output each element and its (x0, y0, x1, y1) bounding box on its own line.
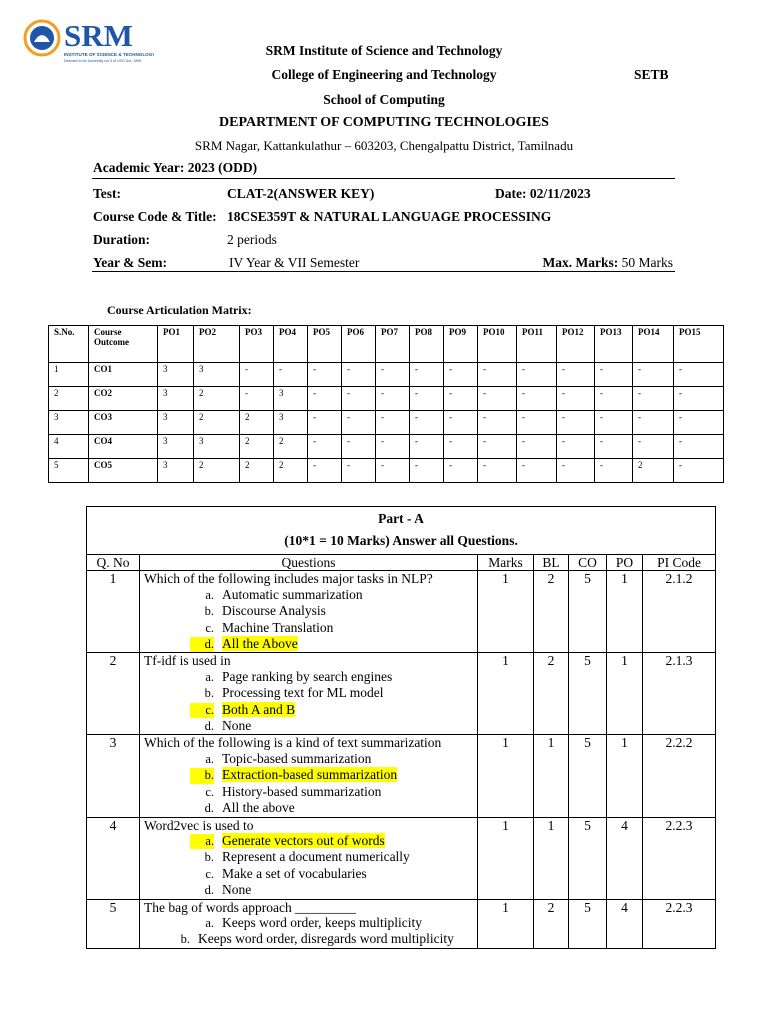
answer-option (144, 603, 473, 619)
option-text: Keeps word order, disregards word multiplicity (198, 931, 454, 947)
co-cell: 5 (569, 653, 607, 735)
marks-cell: 1 (478, 899, 534, 948)
answer-option (144, 636, 473, 652)
cam-row (49, 411, 724, 435)
option-letter: b. (204, 850, 214, 865)
answer-option (144, 784, 473, 800)
cam-cell: - (342, 411, 376, 435)
cam-cell: - (517, 459, 557, 483)
cam-header-cell: PO14 (633, 326, 674, 363)
cam-cell: - (478, 363, 517, 387)
answer-option (144, 702, 473, 718)
cam-row (49, 459, 724, 483)
marks-cell: 1 (478, 735, 534, 817)
bl-cell: 2 (534, 571, 569, 653)
cam-cell: - (478, 387, 517, 411)
cam-cell: - (444, 459, 478, 483)
logo-text: SRM (64, 18, 133, 53)
option-letter: c. (205, 866, 214, 881)
cam-header-cell: PO7 (376, 326, 410, 363)
cam-cell: - (410, 387, 444, 411)
cam-cell: 2 (194, 411, 240, 435)
cam-cell: - (444, 363, 478, 387)
part-a-title-row (87, 507, 716, 555)
question-cell (140, 735, 478, 817)
question-number: 4 (87, 817, 140, 899)
cam-cell: 3 (274, 387, 308, 411)
cam-header-cell: PO4 (274, 326, 308, 363)
cam-header-cell: PO5 (308, 326, 342, 363)
cam-cell: 2 (633, 459, 674, 483)
cam-cell: 2 (49, 387, 89, 411)
cam-cell: 3 (158, 411, 194, 435)
marks-cell: 1 (478, 817, 534, 899)
cam-header-cell: PO8 (410, 326, 444, 363)
po-cell: 1 (607, 571, 643, 653)
question-cell (140, 571, 478, 653)
cam-cell: - (308, 363, 342, 387)
question-cell (140, 653, 478, 735)
max-marks-label: Max. Marks: (542, 255, 619, 270)
option-text: Page ranking by search engines (222, 668, 393, 684)
po-cell: 4 (607, 899, 643, 948)
cam-cell: - (376, 363, 410, 387)
option-text: Discourse Analysis (222, 603, 326, 619)
cam-cell: 5 (49, 459, 89, 483)
divider (92, 271, 675, 272)
pi-code-cell: 2.1.3 (643, 653, 716, 735)
answer-option (144, 767, 473, 783)
cam-cell: - (308, 459, 342, 483)
exam-date: Date: 02/11/2023 (495, 186, 591, 201)
co-cell: 5 (569, 571, 607, 653)
cam-cell: 3 (49, 411, 89, 435)
option-letter: d. (190, 637, 214, 652)
correct-option-text: Generate vectors out of words (222, 832, 385, 848)
option-text: None (222, 718, 252, 734)
option-letter: a. (205, 587, 214, 602)
cam-cell: - (674, 411, 724, 435)
test-value: CLAT-2(ANSWER KEY) (227, 186, 375, 201)
answer-option (144, 800, 473, 816)
part-a-header-cell: Questions (140, 555, 478, 571)
cam-header-cell: PO1 (158, 326, 194, 363)
question-row (87, 817, 716, 899)
part-a-title: Part - A (378, 511, 424, 526)
cam-cell: - (444, 387, 478, 411)
marks-cell: 1 (478, 653, 534, 735)
co-cell: 5 (569, 735, 607, 817)
bl-cell: 2 (534, 899, 569, 948)
correct-option-text: Extraction-based summarization (222, 767, 398, 783)
question-row (87, 899, 716, 948)
cam-cell: - (674, 387, 724, 411)
question-text: Word2vec is used to (144, 817, 254, 833)
test-label: Test: (93, 186, 122, 201)
part-a-header-row (87, 555, 716, 571)
part-a-heading (87, 507, 716, 555)
cam-cell: 2 (240, 435, 274, 459)
cam-cell: 3 (158, 459, 194, 483)
cam-cell: - (595, 363, 633, 387)
question-cell (140, 899, 478, 948)
question-text: The bag of words approach _________ (144, 899, 356, 915)
co-cell: 5 (569, 817, 607, 899)
cam-cell: - (595, 459, 633, 483)
cam-cell: - (478, 411, 517, 435)
option-text: Processing text for ML model (222, 685, 384, 701)
cam-cell: - (444, 435, 478, 459)
cam-cell: CO4 (89, 435, 158, 459)
cam-header-cell: PO2 (194, 326, 240, 363)
pi-code-cell: 2.2.3 (643, 899, 716, 948)
cam-header-cell: PO3 (240, 326, 274, 363)
option-letter: b. (204, 604, 214, 619)
cam-cell: - (410, 435, 444, 459)
cam-cell: 2 (194, 387, 240, 411)
cam-header-cell: PO10 (478, 326, 517, 363)
year-sem-label: Year & Sem: (93, 255, 167, 270)
cam-header-cell: PO9 (444, 326, 478, 363)
cam-header-cell: PO15 (674, 326, 724, 363)
set-label: SETB (634, 67, 669, 82)
cam-cell: - (308, 387, 342, 411)
answer-option (144, 866, 473, 882)
answer-option (144, 915, 473, 931)
cam-header-cell: PO6 (342, 326, 376, 363)
test-row (93, 186, 675, 204)
cam-cell: 2 (240, 411, 274, 435)
cam-cell: - (308, 435, 342, 459)
part-a-header-cell: BL (534, 555, 569, 571)
option-letter: d. (204, 719, 214, 734)
cam-cell: - (342, 363, 376, 387)
cam-cell: 2 (274, 459, 308, 483)
option-letter: c. (205, 784, 214, 799)
duration-value: 2 periods (227, 232, 277, 247)
question-number: 2 (87, 653, 140, 735)
option-letter: d. (204, 883, 214, 898)
cam-cell: - (557, 387, 595, 411)
po-cell: 1 (607, 653, 643, 735)
course-label: Course Code & Title: (93, 209, 217, 224)
question-number: 1 (87, 571, 140, 653)
cam-cell: - (308, 411, 342, 435)
cam-header-cell: Course Outcome (89, 326, 158, 363)
cam-cell: - (633, 435, 674, 459)
cam-cell: - (376, 411, 410, 435)
question-number: 3 (87, 735, 140, 817)
institute-name: SRM Institute of Science and Technology (265, 43, 503, 58)
question-text: Tf-idf is used in (144, 653, 231, 669)
pi-code-cell: 2.2.3 (643, 817, 716, 899)
option-letter: a. (205, 669, 214, 684)
answer-option (144, 931, 473, 947)
answer-option (144, 833, 473, 849)
question-text: Which of the following is a kind of text summarization (144, 735, 442, 751)
cam-row (49, 387, 724, 411)
cam-row (49, 363, 724, 387)
department-name: DEPARTMENT OF COMPUTING TECHNOLOGIES (219, 115, 549, 130)
cam-cell: - (376, 435, 410, 459)
cam-cell: - (342, 459, 376, 483)
cam-cell: CO3 (89, 411, 158, 435)
cam-cell: CO5 (89, 459, 158, 483)
part-a-header-cell: PO (607, 555, 643, 571)
po-cell: 4 (607, 817, 643, 899)
pi-code-cell: 2.1.2 (643, 571, 716, 653)
cam-cell: 3 (194, 363, 240, 387)
option-letter: b. (180, 932, 190, 947)
cam-cell: - (674, 435, 724, 459)
option-letter: c. (190, 703, 214, 718)
cam-cell: 3 (158, 435, 194, 459)
cam-cell: - (674, 459, 724, 483)
part-a-header-cell: Q. No (87, 555, 140, 571)
course-row (93, 209, 675, 227)
marks-cell: 1 (478, 571, 534, 653)
divider (92, 178, 675, 179)
answer-option (144, 620, 473, 636)
bl-cell: 1 (534, 817, 569, 899)
cam-cell: - (633, 411, 674, 435)
cam-cell: - (595, 435, 633, 459)
cam-cell: - (517, 363, 557, 387)
cam-cell: - (410, 411, 444, 435)
cam-cell: 2 (194, 459, 240, 483)
question-row (87, 735, 716, 817)
cam-header-cell: PO11 (517, 326, 557, 363)
academic-year: Academic Year: 2023 (ODD) (93, 160, 258, 175)
cam-cell: - (517, 435, 557, 459)
answer-option (144, 587, 473, 603)
answer-option (144, 849, 473, 865)
cam-header-cell: S.No. (49, 326, 89, 363)
cam-cell: CO1 (89, 363, 158, 387)
max-marks-value: 50 Marks (621, 255, 673, 270)
cam-row (49, 435, 724, 459)
cam-cell: - (557, 435, 595, 459)
cam-cell: - (376, 387, 410, 411)
option-text: All the above (222, 800, 295, 816)
co-cell: 5 (569, 899, 607, 948)
cam-cell: 3 (274, 411, 308, 435)
cam-cell: - (478, 459, 517, 483)
answer-option (144, 882, 473, 898)
cam-header-row (49, 326, 724, 363)
max-marks (543, 255, 673, 271)
cam-cell: 3 (158, 387, 194, 411)
cam-cell: - (240, 387, 274, 411)
cam-header-cell: PO12 (557, 326, 595, 363)
option-text: Represent a document numerically (222, 849, 410, 865)
option-text: History-based summarization (222, 783, 382, 799)
cam-cell: 2 (240, 459, 274, 483)
logo-tagline: Deemed to be University u/s 3 of UGC Act, 1956 (64, 59, 142, 63)
cam-cell: - (517, 411, 557, 435)
option-text: None (222, 882, 252, 898)
cam-cell: - (595, 411, 633, 435)
cam-cell: 4 (49, 435, 89, 459)
cam-cell: - (410, 363, 444, 387)
address: SRM Nagar, Kattankulathur – 603203, Chengalpattu District, Tamilnadu (194, 138, 574, 153)
cam-cell: - (674, 363, 724, 387)
pi-code-cell: 2.2.2 (643, 735, 716, 817)
cam-cell: - (274, 363, 308, 387)
cam-cell: - (240, 363, 274, 387)
question-row (87, 653, 716, 735)
option-letter: a. (190, 834, 214, 849)
cam-cell: - (517, 387, 557, 411)
course-articulation-matrix (48, 325, 724, 483)
option-text: Keeps word order, keeps multiplicity (222, 914, 423, 930)
option-letter: a. (205, 751, 214, 766)
cam-cell: - (478, 435, 517, 459)
cam-cell: 3 (158, 363, 194, 387)
correct-option-text: Both A and B (222, 701, 296, 717)
part-a-header-cell: PI Code (643, 555, 716, 571)
option-letter: b. (190, 768, 214, 783)
option-text: Topic-based summarization (222, 750, 372, 766)
college-name: College of Engineering and Technology (271, 67, 497, 82)
cam-cell: - (444, 411, 478, 435)
cam-cell: - (557, 459, 595, 483)
question-text: Which of the following includes major tasks in NLP? (144, 571, 433, 587)
cam-cell: - (595, 387, 633, 411)
cam-title: Course Articulation Matrix: (107, 303, 252, 317)
question-row (87, 571, 716, 653)
cam-cell: - (633, 387, 674, 411)
course-value: 18CSE359T & NATURAL LANGUAGE PROCESSING (227, 209, 552, 224)
answer-option (144, 669, 473, 685)
question-number: 5 (87, 899, 140, 948)
option-letter: b. (204, 686, 214, 701)
option-text: Automatic summarization (222, 586, 363, 602)
question-cell (140, 817, 478, 899)
cam-cell: - (376, 459, 410, 483)
school-name: School of Computing (323, 92, 445, 107)
cam-cell: CO2 (89, 387, 158, 411)
part-a-header-cell: Marks (478, 555, 534, 571)
cam-header-cell: PO13 (595, 326, 633, 363)
cam-cell: - (633, 363, 674, 387)
bl-cell: 2 (534, 653, 569, 735)
part-a-header-cell: CO (569, 555, 607, 571)
cam-cell: 1 (49, 363, 89, 387)
answer-option (144, 751, 473, 767)
part-a-instruction: (10*1 = 10 Marks) Answer all Questions. (284, 533, 518, 548)
cam-cell: - (342, 435, 376, 459)
answer-option (144, 685, 473, 701)
logo-subtext: INSTITUTE OF SCIENCE & TECHNOLOGY (64, 52, 154, 57)
option-letter: a. (205, 915, 214, 930)
option-letter: c. (205, 620, 214, 635)
option-text: Make a set of vocabularies (222, 865, 367, 881)
po-cell: 1 (607, 735, 643, 817)
duration-row (93, 232, 675, 250)
year-sem-value: IV Year & VII Semester (229, 255, 360, 270)
duration-label: Duration: (93, 232, 150, 247)
option-letter: d. (204, 801, 214, 816)
cam-cell: - (557, 411, 595, 435)
cam-cell: - (342, 387, 376, 411)
academic-year-row (93, 160, 675, 178)
cam-cell: 3 (194, 435, 240, 459)
correct-option-text: All the Above (222, 636, 298, 652)
cam-cell: 2 (274, 435, 308, 459)
bl-cell: 1 (534, 735, 569, 817)
cam-cell: - (410, 459, 444, 483)
part-a-table (86, 506, 716, 949)
cam-cell: - (557, 363, 595, 387)
answer-option (144, 718, 473, 734)
option-text: Machine Translation (222, 619, 334, 635)
